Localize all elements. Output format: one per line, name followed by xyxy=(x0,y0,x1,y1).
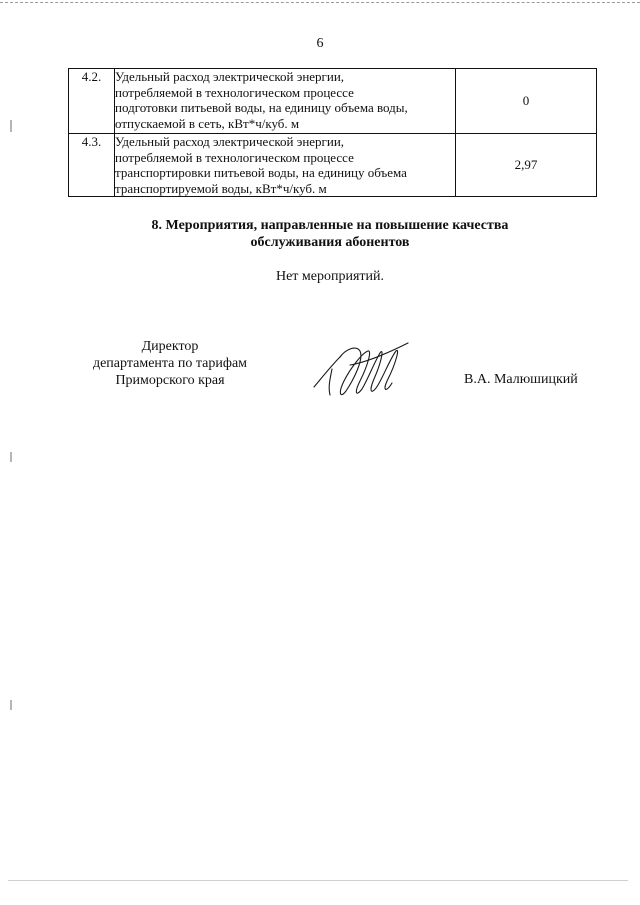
signer-position xyxy=(70,338,270,389)
section-heading-line: 8. Мероприятия, направленные на повышение качества xyxy=(151,218,509,233)
signer-department: департамента по тарифам xyxy=(92,356,248,371)
row-number: 4.2. xyxy=(69,69,115,134)
signer-name: В.А. Малюшицкий xyxy=(464,372,578,387)
indicator-value: 0 xyxy=(456,69,597,134)
table-row xyxy=(69,134,597,197)
indicator-value: 2,97 xyxy=(456,134,597,197)
scan-edge-mark xyxy=(10,700,12,710)
page-number: 6 xyxy=(316,36,324,51)
table-row xyxy=(69,69,597,134)
scan-edge-mark xyxy=(10,120,12,132)
indicator-name: Удельный расход электрической энергии, потребляемой в технологическом процессе транспортировки питьевой воды, на единицу объема транспортируемой воды, кВт*ч/куб. м xyxy=(115,134,407,196)
indicators-table xyxy=(68,68,597,197)
handwritten-signature xyxy=(310,335,415,405)
signer-title: Директор xyxy=(141,339,199,354)
signer-region: Приморского края xyxy=(115,373,225,388)
scan-bottom-edge xyxy=(8,880,628,881)
section-heading xyxy=(0,217,640,251)
row-number: 4.3. xyxy=(69,134,115,197)
scan-top-edge xyxy=(0,2,640,3)
section-heading-line: обслуживания абонентов xyxy=(250,235,410,250)
indicator-name: Удельный расход электрической энергии, потребляемой в технологическом процессе подготовки питьевой воды, на единицу объема воды, отпускаемой в сеть, кВт*ч/куб. м xyxy=(115,69,408,131)
scan-edge-mark xyxy=(10,452,12,462)
section-body: Нет мероприятий. xyxy=(275,269,385,284)
